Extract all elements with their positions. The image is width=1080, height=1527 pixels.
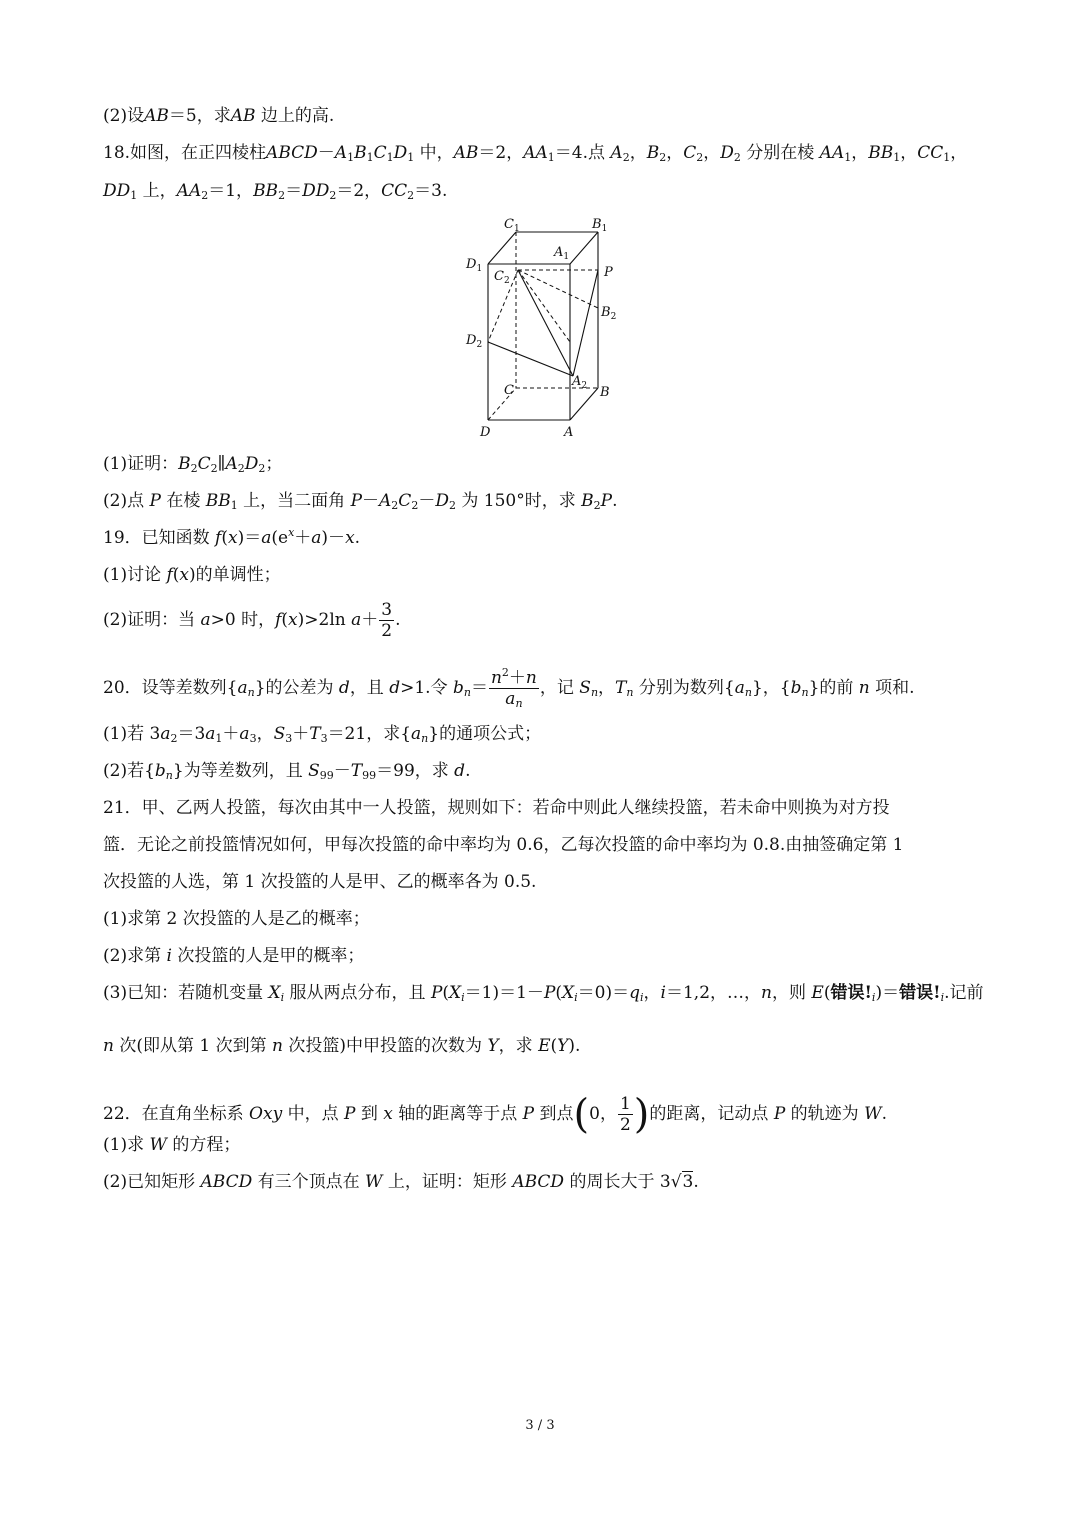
line-q19: 19．已知函数 $f(x)=a(e^x+a)-x$. — [103, 526, 361, 548]
line-q19-2: (2)证明：当 a>0 时，f(x)>2ln a＋ $\frac{3}{2}$ . — [103, 600, 401, 641]
line-q21-1: (1)求第 2 次投篮的人是乙的概率； — [103, 909, 370, 929]
fraction-3-2: $\frac{3}{2}$ — [381, 600, 393, 641]
line-q21-4: n 次(即从第 1 次到第 n 次投篮)中甲投篮的次数为 Y，求 E(Y). — [103, 1036, 581, 1056]
page-number: 3 / 3 — [525, 1418, 555, 1433]
line-q18-stem-2: $DD_1$ 上，$AA_2=1$，$BB_2=DD_2=2$，$CC_2=3$. — [103, 181, 448, 202]
line-q22: 22．在直角坐标系 Oxy 中，点 P 到 x 轴的距离等于点 P 到点(0， $\frac{1}{2}$ )的距离，记动点 P 的轨迹为 W. — [103, 1091, 887, 1138]
label-D1: $D_1$ — [466, 257, 483, 274]
label-B1: $B_1$ — [592, 217, 608, 234]
label-C1: $C_1$ — [504, 217, 520, 234]
line-q20-1: (1)若 $3a_2=3a_1+a_3$，$S_3+T_3=21$，求$\{a_n\}$的通项公式； — [103, 724, 542, 745]
fraction-bn: $\frac{n^2+n}{a_n}$ — [490, 666, 537, 710]
label-D: D — [480, 425, 491, 440]
label-P: P — [604, 265, 613, 280]
line-q18-2: (2)点 P 在棱 $BB_1$ 上，当二面角 $P-A_2C_2-D_2$ 为 150°时，求 $B_2P$. — [103, 491, 618, 512]
label-C: C — [504, 383, 514, 398]
line-q21-3: (3)已知：若随机变量 $X_i$ 服从两点分布，且 $P(X_i=1)=1-P(X_i=0)=q_i$，i＝1,2，…，n，则 E(错误$!_i)=$错误$!_i$.记前 — [103, 983, 984, 1004]
line-q22-2: (2)已知矩形 ABCD 有三个顶点在 W 上，证明：矩形 ABCD 的周长大于 3√3. — [103, 1172, 699, 1192]
label-A2: $A_2$ — [572, 374, 588, 391]
line-q21-a: 21．甲、乙两人投篮，每次由其中一人投篮，规则如下：若命中则此人继续投篮，若未命中则换为对方投 — [103, 798, 890, 818]
label-A: A — [564, 425, 574, 440]
fraction-1-2: $\frac{1}{2}$ — [619, 1094, 631, 1135]
label-B2: $B_2$ — [601, 305, 617, 322]
label-B: B — [600, 385, 610, 400]
line-q19-1: (1)讨论 f(x)的单调性； — [103, 565, 281, 585]
label-C2: $C_2$ — [494, 269, 510, 286]
line-q20: 20．设等差数列$\{a_n\}$的公差为 d，且 d>1.令 $b_n=$ $\frac{n^2+n}{a_n}$ ，记 $S_n$，$T_n$ 分别为数列$\{a_n\}$，$\{b_n\}$的前 n 项和. — [103, 666, 915, 710]
line-q18-1: (1)证明：$B_2C_2\parallel A_2D_2$； — [103, 454, 283, 475]
prism-figure — [458, 208, 628, 444]
line-q21-b: 篮．无论之前投篮情况如何，甲每次投篮的命中率均为 0.6，乙每次投篮的命中率均为 0.8.由抽签确定第 1 — [103, 835, 904, 855]
line-q21-2: (2)求第 i 次投篮的人是甲的概率； — [103, 946, 365, 966]
line-q22-1: (1)求 W 的方程； — [103, 1135, 241, 1155]
label-A1: $A_1$ — [554, 245, 570, 262]
label-D2: $D_2$ — [466, 333, 483, 350]
line-q18-stem-1: 18.如图，在正四棱柱$ABCD-A_1B_1C_1D_1$ 中，AB＝2，$AA_1=4$.点 $A_2$，$B_2$，$C_2$，$D_2$ 分别在棱 $AA_1$，$BB_1$，$CC_1$， — [103, 143, 968, 164]
line-q21-c: 次投篮的人选，第 1 次投篮的人是甲、乙的概率各为 0.5. — [103, 872, 537, 892]
line-q17-2: (2)设AB＝5，求AB 边上的高. — [103, 106, 335, 126]
line-q20-2: (2)若$\{b_n\}$为等差数列，且 $S_{99}-T_{99}=99$，求 d. — [103, 761, 471, 782]
